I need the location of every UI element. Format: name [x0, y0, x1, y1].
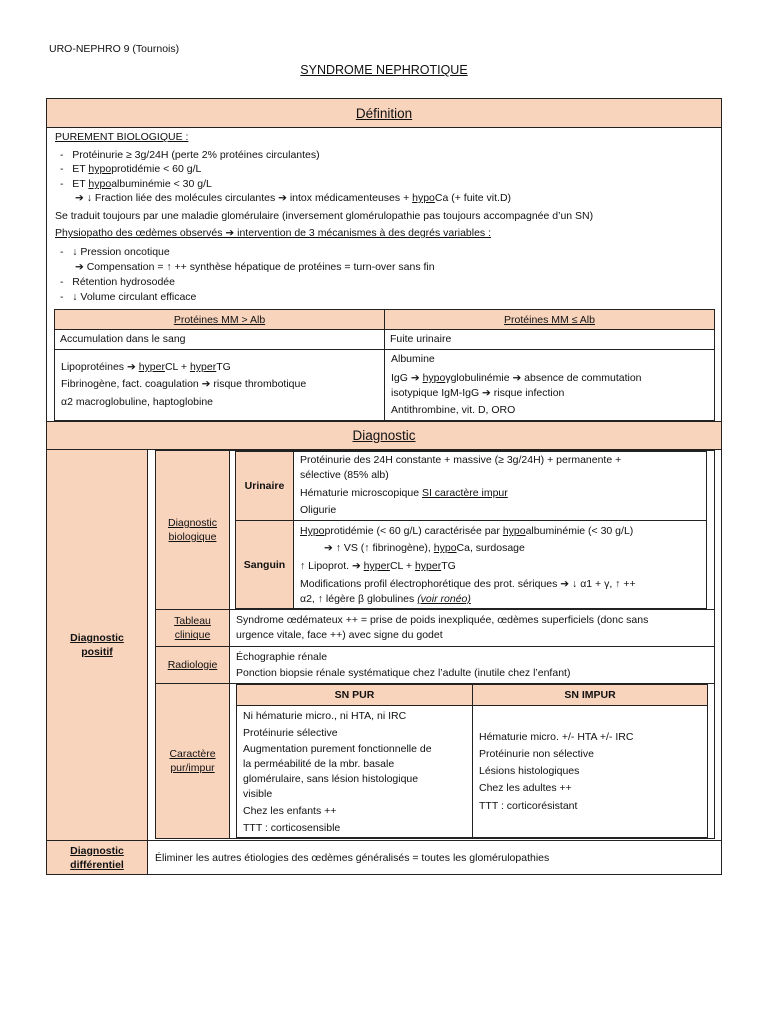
t: Urinaire — [244, 480, 285, 492]
sn-impur-header — [472, 684, 708, 706]
clinique-label — [155, 609, 230, 647]
def-line-4 — [75, 191, 511, 205]
t: Sanguin — [243, 558, 286, 571]
t: hypo — [88, 178, 112, 190]
urinaire-line-2: sélective (85% alb) — [300, 469, 389, 481]
radio-line-2: Ponction biopsie rénale systématique chez l’adulte (inutile chez l’enfant) — [236, 667, 571, 679]
pur-line-8: TTT : corticosensible — [243, 822, 341, 834]
t: Protéines MM ≤ Alb — [504, 313, 595, 326]
sanguin-line-5 — [300, 592, 471, 606]
clinique-line-2: urgence vitale, face ++) avec signe du godet — [236, 629, 443, 641]
t: CL + — [389, 560, 415, 572]
protein-table-r1c1: Accumulation dans le sang — [54, 329, 385, 350]
impur-line-2: Protéinurie non sélective — [479, 748, 594, 760]
def-line-1: - Protéinurie ≥ 3g/24H (perte 2% protéines circulantes) — [60, 149, 320, 161]
diagnostic-title-text: Diagnostic — [352, 428, 416, 443]
t: ↓ Volume circulant efficace — [72, 291, 197, 303]
diagnostic-title — [46, 421, 722, 450]
pur-line-1: Ni hématurie micro., ni HTA, ni IRC — [243, 710, 407, 722]
page-title: SYNDROME NEPHROTIQUE — [300, 63, 468, 77]
t: ↓ Pression oncotique — [72, 246, 170, 258]
differentiel-label — [46, 840, 148, 875]
sanguin-line-2 — [324, 541, 525, 555]
bio-label — [155, 450, 230, 610]
def-line-7: - ↓ Pression oncotique — [60, 246, 170, 258]
protein-table-r1c2: Fuite urinaire — [384, 329, 715, 350]
t: TG — [216, 361, 231, 373]
t: hypo — [433, 542, 457, 554]
t: Caractère pur/impur — [169, 748, 216, 774]
def-line-9: - Rétention hydrosodée — [60, 276, 175, 288]
t: hypo — [422, 372, 446, 384]
pur-line-7: Chez les enfants ++ — [243, 805, 337, 817]
t: SN IMPUR — [564, 689, 616, 701]
impur-line-4: Chez les adultes ++ — [479, 782, 572, 794]
t: SI caractère impur — [421, 487, 508, 499]
sanguin-line-1 — [300, 524, 633, 538]
urinaire-line-1: Protéinurie des 24H constante + massive (≥ 3g/24H) + permanente + — [300, 454, 622, 466]
alpha2-line: α2 macroglobuline, haptoglobine — [61, 396, 214, 408]
radio-line-1: Échographie rénale — [236, 651, 328, 663]
def-line-3: - ET hypoalbuminémie < 30 g/L — [60, 178, 212, 190]
albumine-line: Albumine — [391, 353, 435, 365]
purely-bio-label: PUREMENT BIOLOGIQUE : — [55, 131, 189, 143]
t: TG — [441, 560, 456, 572]
diagnostic-positif-label — [46, 449, 148, 841]
t: Diagnostic biologique — [167, 517, 218, 543]
protein-table-header-2 — [384, 309, 715, 330]
t: albuminémie (< 30 g/L) — [525, 525, 634, 537]
course-header: URO-NEPHRO 9 (Tournois) — [49, 43, 180, 55]
t: IgG ➔ — [391, 372, 423, 384]
pur-line-5: glomérulaire, sans lésion histologique — [243, 773, 419, 785]
def-line-8: ➔ Compensation = ↑ ++ synthèse hépatique de protéines = turn-over sans fin — [75, 261, 435, 273]
t: protidémie (< 60 g/L) caractérisée par — [324, 525, 503, 537]
igg-line — [391, 371, 642, 385]
t: CL + — [164, 361, 190, 373]
def-line-5: Se traduit toujours par une maladie glomérulaire (inversement glomérulopathie pas toujours accompagnée d’un SN) — [55, 210, 594, 222]
t: hyper — [138, 361, 165, 373]
sanguin-line-4: Modifications profil électrophorétique des prot. sériques ➔ ↓ α1 + γ, ↑ ++ — [300, 578, 636, 590]
def-line-2: - ET hypoprotidémie < 60 g/L — [60, 163, 202, 175]
t: Radiologie — [167, 659, 218, 671]
impur-line-3: Lésions histologiques — [479, 765, 580, 777]
caractere-label — [155, 683, 230, 839]
t: ➔ ↑ VS (↑ fibrinogène), — [324, 542, 434, 554]
t: Ca, surdosage — [456, 542, 525, 554]
t: hypo — [88, 163, 112, 175]
impur-line-5: TTT : corticorésistant — [479, 800, 578, 812]
t: hypo — [502, 525, 526, 537]
def-line-10: - ↓ Volume circulant efficace — [60, 291, 197, 303]
t: α2, ↑ légère β globulines — [300, 593, 418, 605]
fibrino-line: Fibrinogène, fact. coagulation ➔ risque thrombotique — [61, 378, 307, 390]
definition-title-text: Définition — [355, 105, 413, 121]
urinaire-line-3 — [300, 486, 508, 500]
def-line-6: Physiopatho des œdèmes observés ➔ intervention de 3 mécanismes à des degrés variables : — [55, 227, 492, 239]
t: Hématurie microscopique — [300, 487, 422, 499]
t: hyper — [363, 560, 390, 572]
t: Ca (+ fuite vit.D) — [434, 192, 512, 204]
t: Lipoprotéines ➔ — [61, 361, 139, 373]
t: ➔ ↓ Fraction liée des molécules circulantes ➔ intox médicamenteuses + — [75, 192, 413, 204]
def-line-1-text: Protéinurie ≥ 3g/24H (perte 2% protéines circulantes) — [72, 149, 320, 161]
sn-pur-header — [236, 684, 473, 706]
urinaire-line-4: Oligurie — [300, 504, 337, 516]
isotypique-line: isotypique IgM-IgG ➔ risque infection — [391, 387, 565, 399]
t: albuminémie < 30 g/L — [111, 178, 212, 190]
t: Rétention hydrosodée — [72, 276, 175, 288]
definition-title — [46, 98, 722, 128]
t: Diagnostic positif — [70, 632, 124, 658]
clinique-line-1: Syndrome œdémateux ++ = prise de poids inexpliquée, œdèmes superficiels (donc sans — [236, 614, 649, 626]
urinaire-label — [235, 451, 294, 521]
t: ET — [72, 163, 89, 175]
t: Hypo — [300, 525, 325, 537]
impur-line-1: Hématurie micro. +/- HTA +/- IRC — [479, 731, 634, 743]
t: (voir ronéo) — [417, 593, 471, 605]
differentiel-text: Éliminer les autres étiologies des œdèmes généralisés = toutes les glomérulopathies — [155, 852, 550, 864]
t: ET — [72, 178, 89, 190]
t: ↑ Lipoprot. ➔ — [300, 560, 364, 572]
pur-line-2: Protéinurie sélective — [243, 727, 338, 739]
pur-line-6: visible — [243, 788, 273, 800]
t: hyper — [189, 361, 217, 373]
t: hypo — [412, 192, 435, 204]
antithrombine-line: Antithrombine, vit. D, ORO — [391, 404, 516, 416]
sanguin-line-3 — [300, 559, 456, 573]
radio-label — [155, 646, 230, 684]
t: hyper — [414, 560, 442, 572]
t: γglobulinémie ➔ absence de commutation — [445, 372, 642, 384]
t: Tableau clinique — [174, 615, 211, 641]
lipo-line — [61, 360, 231, 374]
pur-line-4: la perméabilité de la mbr. basale — [243, 758, 395, 770]
sanguin-label — [235, 520, 294, 609]
t: SN PUR — [334, 689, 375, 701]
t: Diagnostic différentiel — [70, 844, 124, 871]
protein-table-header-1 — [54, 309, 385, 330]
t: Protéines MM > Alb — [173, 313, 266, 326]
t: protidémie < 60 g/L — [111, 163, 202, 175]
pur-line-3: Augmentation purement fonctionnelle de — [243, 743, 432, 755]
